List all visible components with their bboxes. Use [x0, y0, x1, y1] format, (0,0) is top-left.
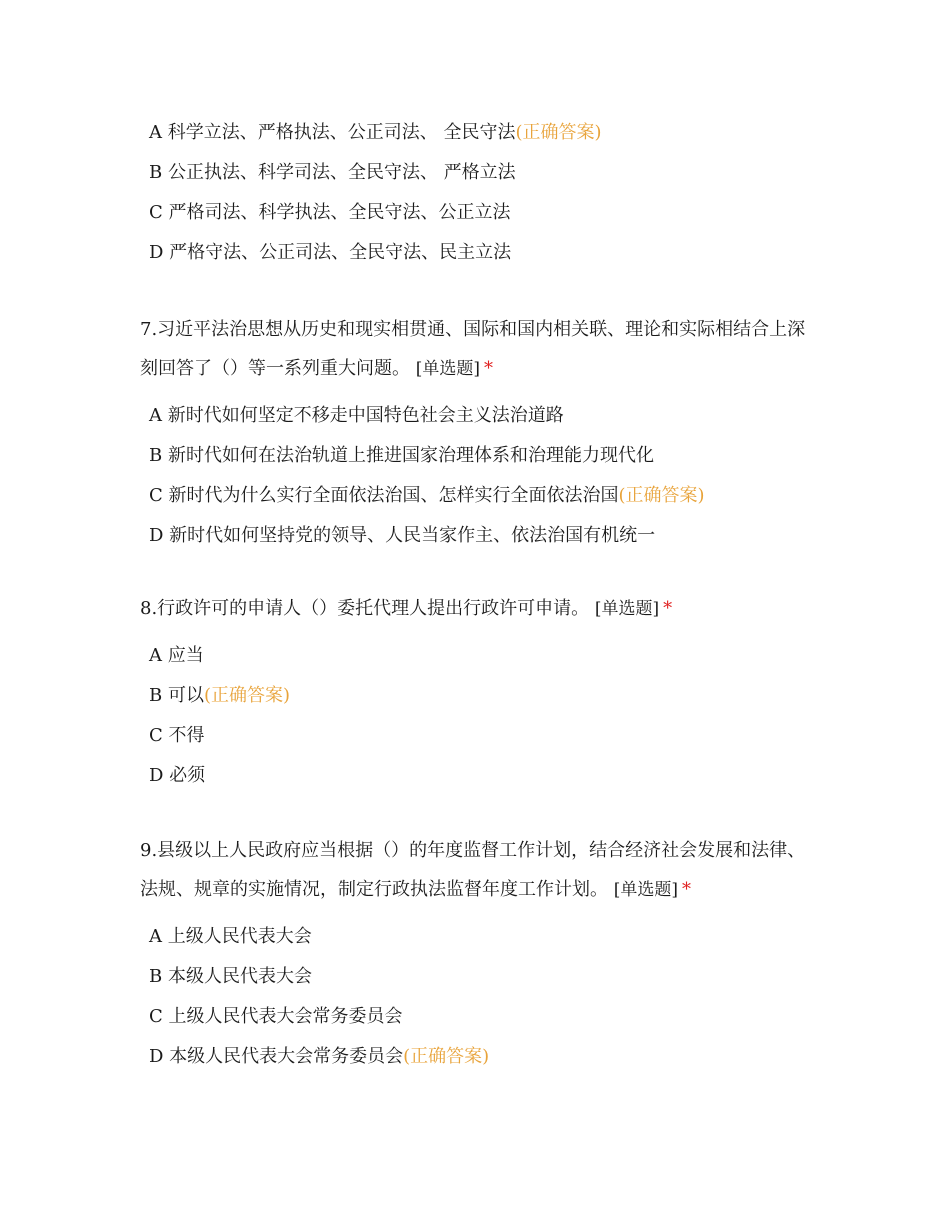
option-b[interactable]: B 可以(正确答案): [149, 685, 290, 706]
option-a[interactable]: A 新时代如何坚定不移走中国特色社会主义法治道路: [149, 405, 564, 426]
required-mark: *: [663, 598, 673, 619]
option-d[interactable]: D 严格守法、公正司法、全民守法、民主立法: [149, 242, 512, 263]
required-mark: *: [682, 879, 691, 900]
question-title: 9.县级以上人民政府应当根据（）的年度监督工作计划，结合经济社会发展和法律、法规、规章的实施情况，制定行政执法监督年度工作计划。 [单选题] *: [140, 840, 806, 900]
option-a[interactable]: A 应当: [149, 645, 204, 666]
option-d[interactable]: D 本级人民代表大会常务委员会(正确答案): [149, 1046, 490, 1067]
option-b[interactable]: B 公正执法、科学司法、全民守法、 严格立法: [149, 162, 516, 183]
option-c[interactable]: C 不得: [149, 725, 205, 746]
question-8: [140, 589, 820, 796]
correct-answer-tag: (正确答案): [515, 122, 602, 143]
option-c[interactable]: C 严格司法、科学执法、全民守法、公正立法: [149, 202, 511, 223]
option-a[interactable]: A 科学立法、严格执法、公正司法、 全民守法(正确答案): [149, 122, 602, 143]
question-9: [140, 831, 820, 1077]
question-title: 8.行政许可的申请人（）委托代理人提出行政许可申请。 [单选题] *: [140, 598, 673, 619]
correct-answer-tag: (正确答案): [403, 1046, 490, 1067]
required-mark: *: [484, 358, 493, 379]
option-c[interactable]: C 上级人民代表大会常务委员会: [149, 1006, 403, 1027]
question-type: [单选题]: [613, 880, 678, 900]
correct-answer-tag: (正确答案): [618, 485, 705, 506]
option-c[interactable]: C 新时代为什么实行全面依法治国、怎样实行全面依法治国(正确答案): [149, 485, 705, 506]
question-title: 7.习近平法治思想从历史和现实相贯通、国际和国内相关联、理论和实际相结合上深刻回答了（）等一系列重大问题。 [单选题] *: [140, 319, 806, 379]
question-7: [140, 310, 820, 556]
question-type: [单选题]: [415, 359, 480, 379]
option-d[interactable]: D 必须: [149, 765, 206, 786]
option-d[interactable]: D 新时代如何坚持党的领导、人民当家作主、依法治国有机统一: [149, 525, 656, 546]
option-a[interactable]: A 上级人民代表大会: [149, 926, 312, 947]
correct-answer-tag: (正确答案): [203, 685, 290, 706]
option-b[interactable]: B 新时代如何在法治轨道上推进国家治理体系和治理能力现代化: [149, 445, 654, 466]
question-type: [单选题]: [594, 599, 660, 619]
option-b[interactable]: B 本级人民代表大会: [149, 966, 312, 987]
question-6: [140, 113, 820, 273]
